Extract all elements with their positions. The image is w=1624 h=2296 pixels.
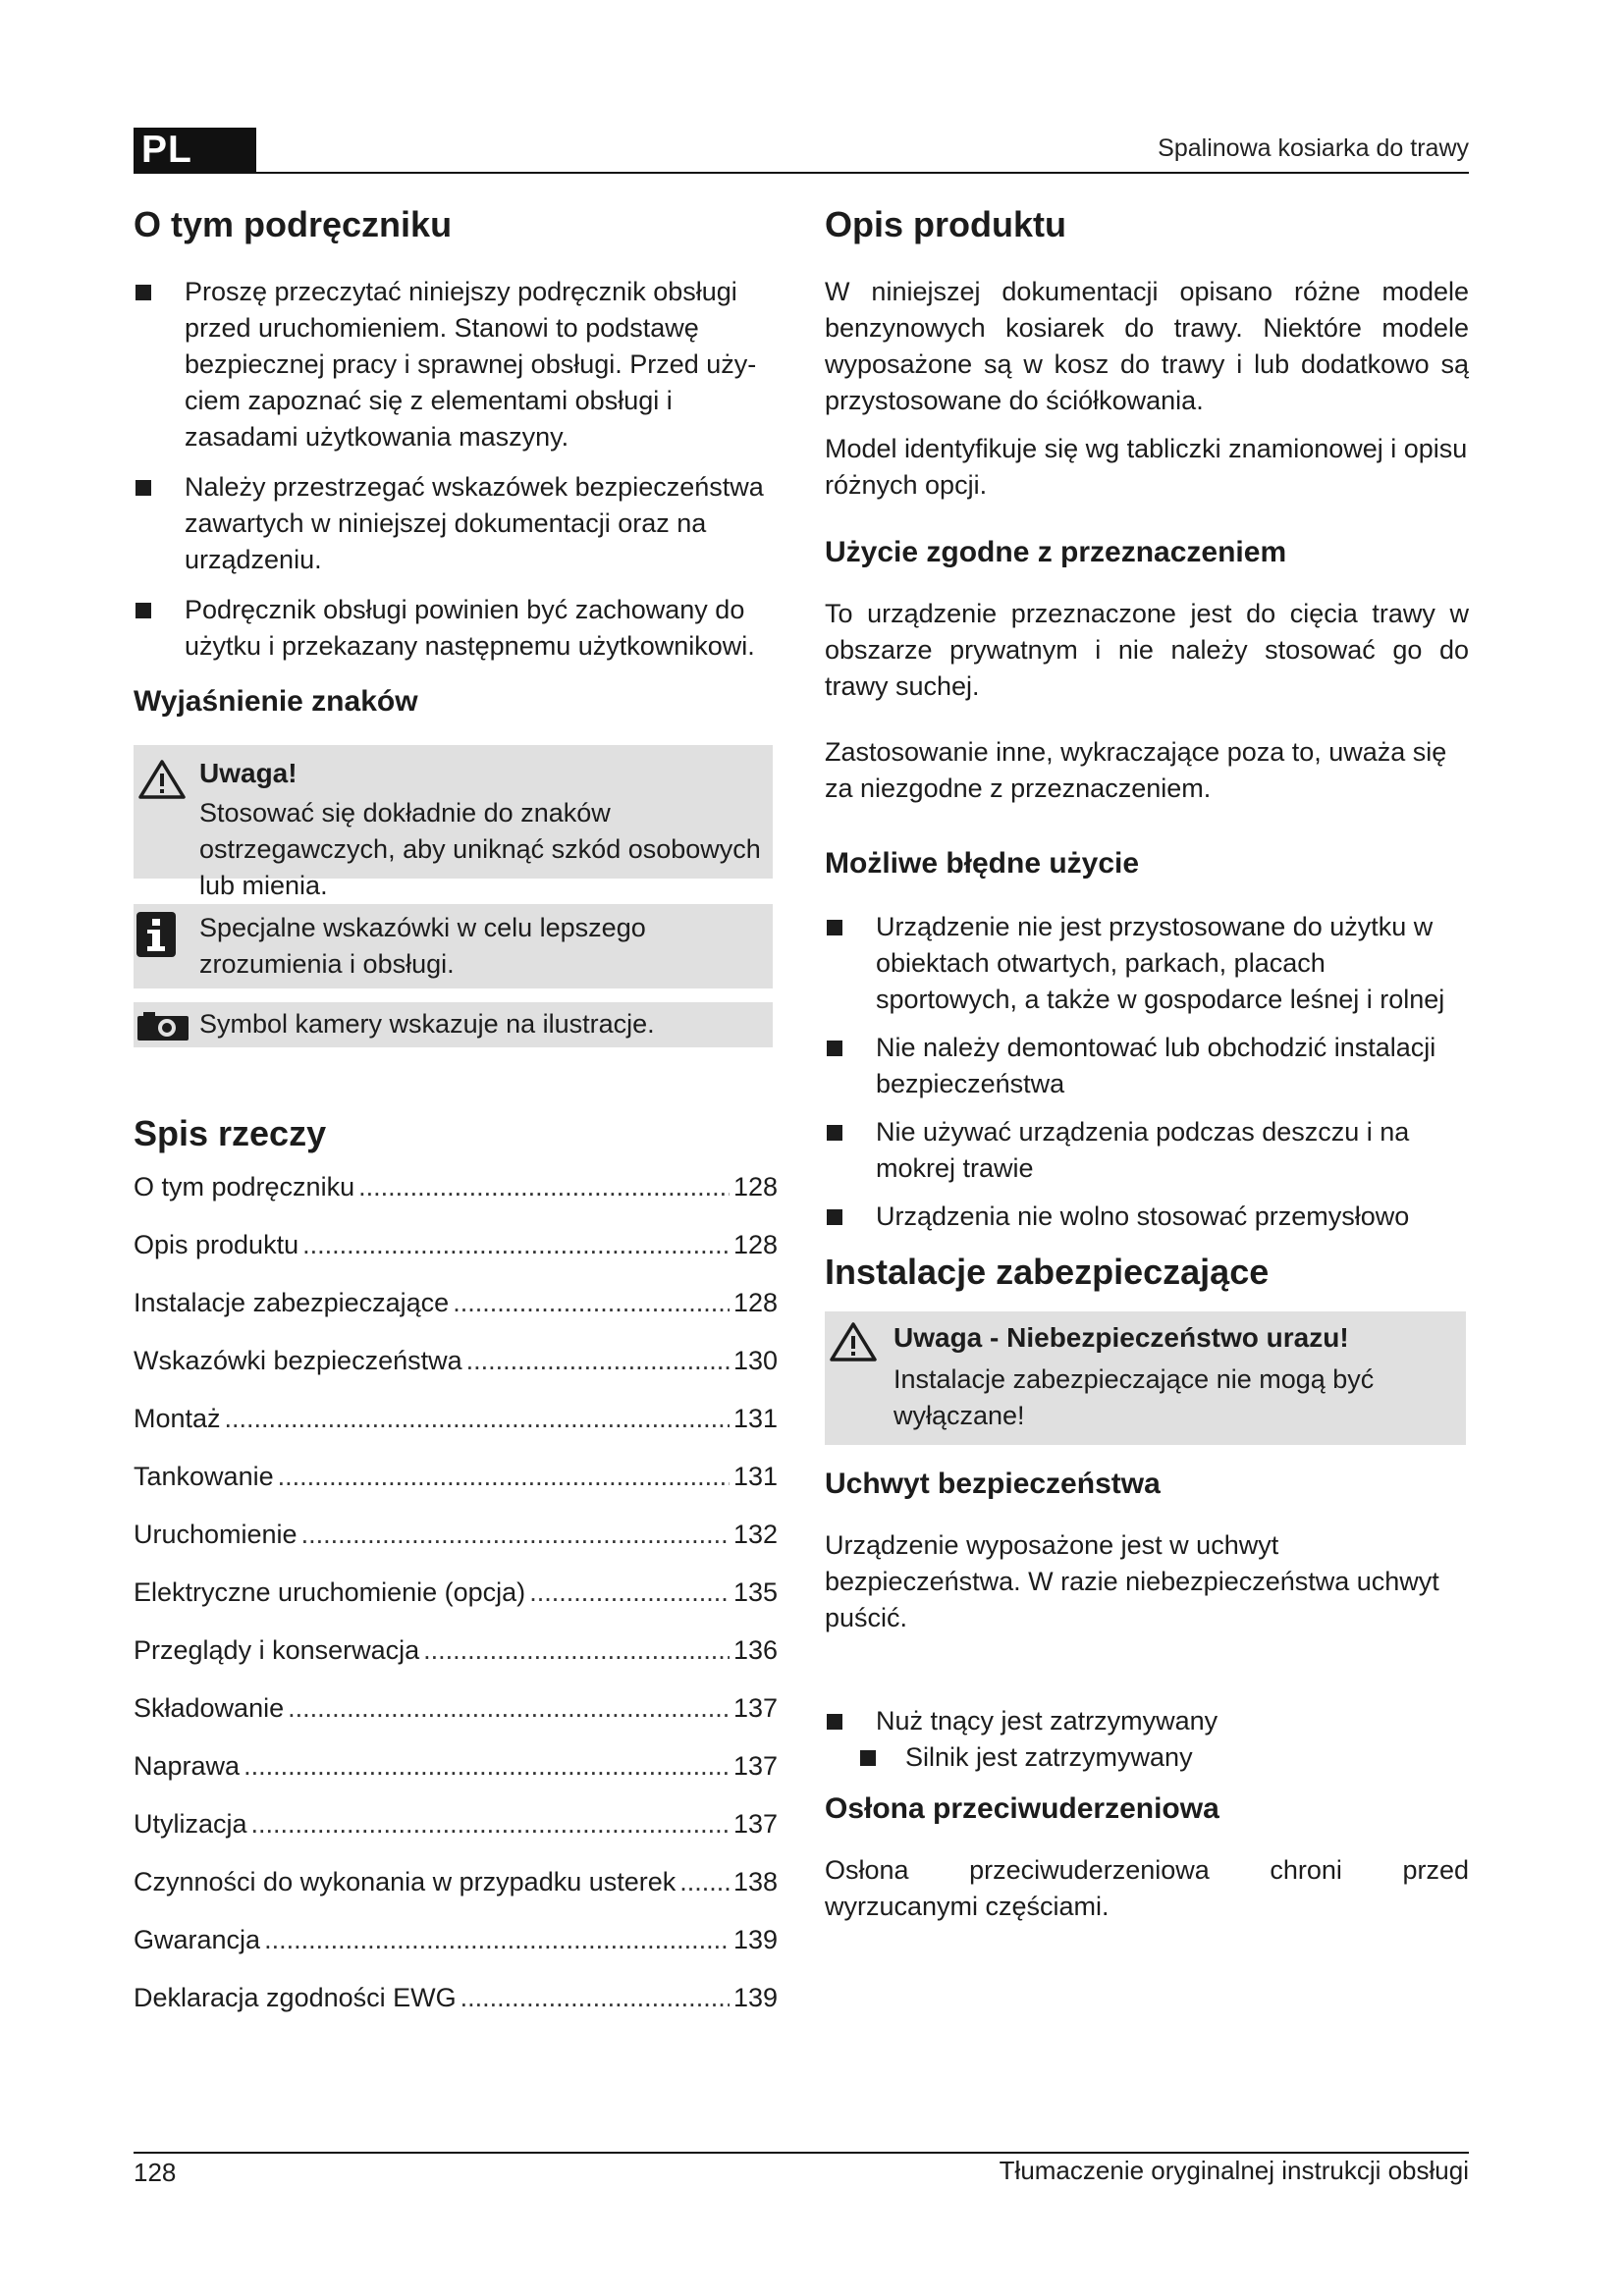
list-item: Należy przestrzegać wskazówek bezpieczeństwa zawartych w niniejszej dokumentacji oraz na urządzeniu. [134, 469, 777, 578]
toc-label: Wskazówki bezpieczeństwa [134, 1346, 462, 1375]
toc-entry[interactable] [134, 1459, 778, 1517]
product-paragraph: Model identyfikuje się wg tabliczki znamionowej i opisu różnych opcji. [825, 434, 1468, 500]
table-of-contents [134, 1169, 777, 2038]
toc-page-number: 128 [732, 1172, 778, 1201]
toc-label: Opis produktu [134, 1230, 299, 1259]
toc-label: Deklaracja zgodności EWG [134, 1983, 457, 2012]
guard-heading: Osłona przeciwuderzeniowa [825, 1792, 1219, 1825]
footer-divider [134, 2152, 1469, 2154]
misuse-list [825, 909, 1469, 1235]
toc-entry[interactable] [134, 1690, 778, 1748]
toc-leader [358, 1169, 730, 1205]
footer-note: Tłumaczenie oryginalnej instrukcji obsługi [999, 2156, 1469, 2185]
camera-box [134, 1002, 773, 1047]
header-title: Spalinowa kosiarka do trawy [1158, 134, 1469, 162]
warning-icon [829, 1321, 878, 1367]
language-badge: PL [134, 128, 256, 173]
toc-entry[interactable] [134, 1401, 778, 1459]
toc-entry[interactable] [134, 1517, 778, 1575]
list-item: Nie należy demontować lub obchodzić instalacji bezpieczeństwa [825, 1030, 1469, 1102]
warning-text: Stosować się dokładnie do znaków ostrzegawczych, aby uniknąć szkód osobowych lub mienia. [199, 798, 761, 900]
misuse-heading: Możliwe błędne użycie [825, 847, 1140, 880]
signs-heading: Wyjaśnienie znaków [134, 685, 418, 718]
toc-leader [423, 1632, 730, 1669]
toc-page-number: 130 [732, 1346, 778, 1375]
toc-leader [460, 1980, 730, 2016]
toc-page-number: 137 [732, 1809, 778, 1839]
safety-handle-sublist [825, 1739, 1469, 1776]
info-box [134, 904, 773, 988]
toc-entry[interactable] [134, 1980, 778, 2038]
toc-page-number: 135 [732, 1577, 778, 1607]
toc-leader [301, 1517, 730, 1553]
toc-page-number: 132 [732, 1520, 778, 1549]
guard-paragraph: Osłona przeciwuderzeniowa chroni przed wyrzucanymi częściami. [825, 1855, 1469, 1921]
toc-label: Uruchomienie [134, 1520, 298, 1549]
warning-box [134, 745, 773, 900]
camera-text: Symbol kamery wskazuje na ilustracje. [199, 1009, 655, 1039]
header-divider [134, 172, 1469, 174]
left-column [134, 201, 777, 2038]
right-column [825, 201, 1469, 1925]
safety-handle-list [825, 1703, 1469, 1739]
injury-warning-box [825, 1311, 1466, 1445]
intended-use-paragraph: Zastosowanie inne, wykraczające poza to, uważa się za niezgodne z przeznaczeniem. [825, 737, 1447, 803]
list-item: Urządzenia nie wolno stosować przemysłowo [825, 1199, 1469, 1235]
toc-label: Montaż [134, 1404, 221, 1433]
list-item: Nie używać urządzenia podczas deszczu i na mokrej trawie [825, 1114, 1469, 1187]
about-heading: O tym podręczniku [134, 204, 453, 244]
injury-warning-title: Uwaga - Niebezpieczeństwo urazu! [893, 1322, 1349, 1353]
toc-page-number: 131 [732, 1462, 778, 1491]
camera-icon [135, 1010, 190, 1046]
toc-label: Utylizacja [134, 1809, 247, 1839]
toc-entry[interactable] [134, 1632, 778, 1690]
toc-entry[interactable] [134, 1169, 778, 1227]
info-icon [136, 912, 176, 962]
toc-label: Gwarancja [134, 1925, 261, 1954]
toc-label: Elektryczne uruchomienie (opcja) [134, 1577, 526, 1607]
product-paragraph: W niniejszej dokumentacji opisano różne modele benzynowych kosiarek do trawy. Niektóre modele wyposażone są w kosz do trawy i lub dodatkowo są przystosowane do ściółkowania. [825, 277, 1469, 415]
toc-leader [225, 1401, 730, 1437]
toc-page-number: 128 [732, 1288, 778, 1317]
toc-leader [453, 1285, 730, 1321]
toc-entry[interactable] [134, 1748, 778, 1806]
toc-page-number: 131 [732, 1404, 778, 1433]
warning-title: Uwaga! [199, 758, 298, 788]
intended-use-heading: Użycie zgodne z przeznaczeniem [825, 536, 1287, 568]
list-item: Podręcznik obsługi powinien być zachowany do użytku i przekazany następnemu użytkownikowi. [134, 592, 777, 665]
toc-label: Tankowanie [134, 1462, 274, 1491]
safety-heading: Instalacje zabezpieczające [825, 1252, 1270, 1292]
toc-leader [466, 1343, 730, 1379]
toc-heading: Spis rzeczy [134, 1113, 327, 1153]
toc-label: Instalacje zabezpieczające [134, 1288, 450, 1317]
toc-label: Składowanie [134, 1693, 285, 1723]
toc-entry[interactable] [134, 1806, 778, 1864]
toc-page-number: 136 [732, 1635, 778, 1665]
toc-leader [288, 1690, 730, 1727]
warning-icon [137, 759, 187, 805]
toc-leader [244, 1748, 730, 1785]
toc-page-number: 128 [732, 1230, 778, 1259]
toc-page-number: 137 [732, 1751, 778, 1781]
toc-label: Naprawa [134, 1751, 241, 1781]
intended-use-paragraph: To urządzenie przeznaczone jest do cięcia trawy w obszarze prywatnym i nie należy stosować go do trawy suchej. [825, 599, 1469, 701]
toc-leader [278, 1459, 730, 1495]
about-list [134, 274, 777, 665]
toc-leader [264, 1922, 730, 1958]
injury-warning-text: Instalacje zabezpieczające nie mogą być wyłączane! [893, 1364, 1375, 1430]
list-item: Silnik jest zatrzymywany [825, 1739, 1469, 1776]
toc-leader [251, 1806, 730, 1842]
toc-label: O tym podręczniku [134, 1172, 355, 1201]
list-item: Proszę przeczytać niniejszy podręcznik obsługi przed uruchomieniem. Stanowi to podstawę bezpiecznej pracy i sprawnej obsługi. Przed uży-ciem zapoznać się z elementami obsługi i zasadami użytkowania maszyny. [134, 274, 777, 455]
toc-page-number: 137 [732, 1693, 778, 1723]
safety-handle-heading: Uchwyt bezpieczeństwa [825, 1468, 1161, 1500]
toc-leader [529, 1575, 730, 1611]
safety-handle-paragraph: Urządzenie wyposażone jest w uchwyt bezpieczeństwa. W razie niebezpieczeństwa uchwyt puścić. [825, 1530, 1439, 1632]
toc-label: Czynności do wykonania w przypadku usterek [134, 1867, 677, 1896]
toc-entry[interactable] [134, 1864, 778, 1922]
list-item: Nuż tnący jest zatrzymywany [825, 1703, 1469, 1739]
product-heading: Opis produktu [825, 204, 1066, 244]
toc-entry[interactable] [134, 1227, 778, 1285]
toc-leader [679, 1864, 730, 1900]
info-text: Specjalne wskazówki w celu lepszego zrozumienia i obsługi. [199, 913, 646, 979]
page-number: 128 [134, 2158, 177, 2187]
toc-entry[interactable] [134, 1343, 778, 1401]
toc-page-number: 139 [732, 1925, 778, 1954]
toc-label: Przeglądy i konserwacja [134, 1635, 420, 1665]
toc-page-number: 139 [732, 1983, 778, 2012]
toc-entry[interactable] [134, 1575, 778, 1632]
toc-entry[interactable] [134, 1922, 778, 1980]
toc-leader [302, 1227, 730, 1263]
toc-entry[interactable] [134, 1285, 778, 1343]
toc-page-number: 138 [732, 1867, 778, 1896]
list-item: Urządzenie nie jest przystosowane do użytku w obiektach otwartych, parkach, placach sportowych, a także w gospodarce leśnej i rolnej [825, 909, 1469, 1018]
